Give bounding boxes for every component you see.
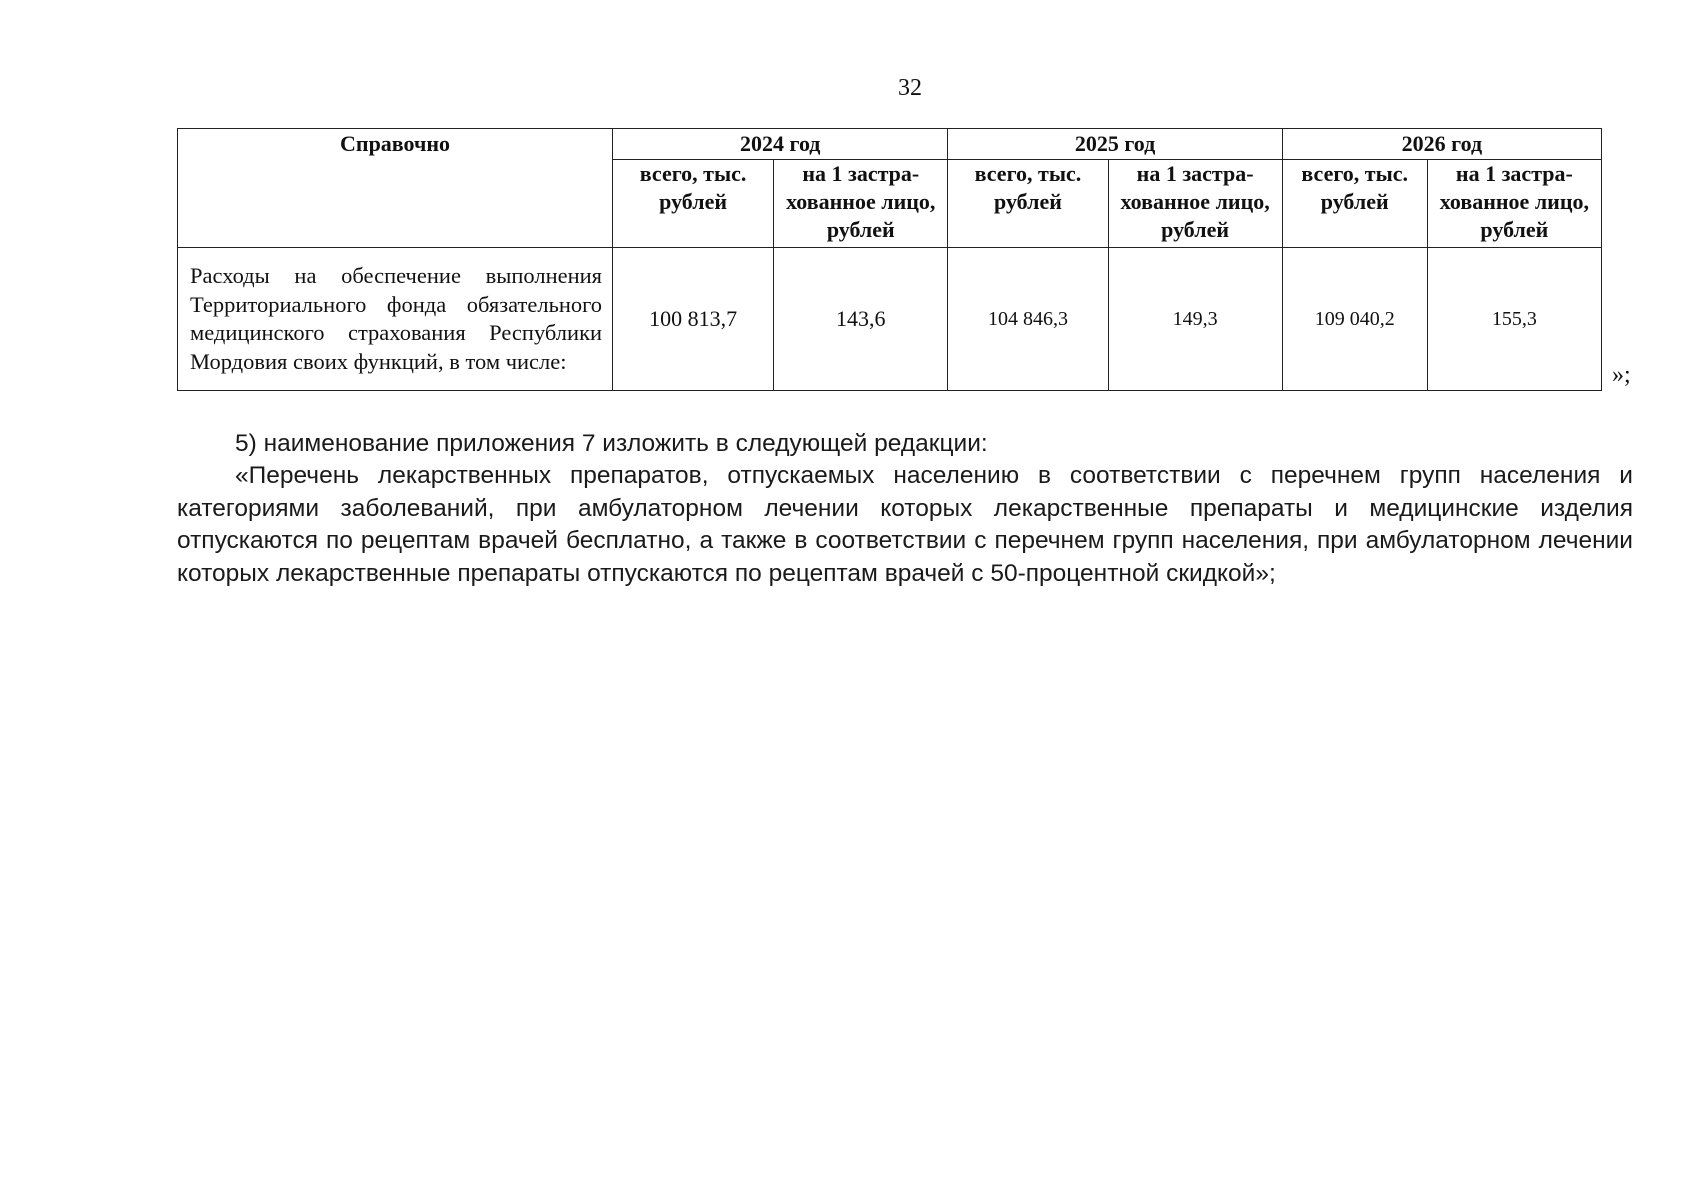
subheader-total-2025: всего, тыс. рублей xyxy=(948,160,1108,248)
column-header-year-2026: 2026 год xyxy=(1282,129,1601,160)
reference-table xyxy=(177,128,1602,391)
row-label: Расходы на обеспечение выполнения Территориального фонда обязательного медицинского страхования Республики Мордовия своих функций, в том числе: xyxy=(178,248,613,391)
value-total-2024: 100 813,7 xyxy=(613,248,774,391)
subheader-total-2026: всего, тыс. рублей xyxy=(1282,160,1427,248)
column-header-reference: Справочно xyxy=(178,129,613,248)
subheader-per-person-2024: на 1 застра-хованное лицо, рублей xyxy=(774,160,948,248)
value-per-person-2025: 149,3 xyxy=(1108,248,1282,391)
closing-quote: »; xyxy=(1612,362,1631,388)
subheader-total-2024: всего, тыс. рублей xyxy=(613,160,774,248)
subheader-per-person-2025: на 1 застра-хованное лицо, рублей xyxy=(1108,160,1282,248)
paragraph-item-5: 5) наименование приложения 7 изложить в следующей редакции: xyxy=(235,430,988,457)
table-header-row-years xyxy=(178,129,1602,160)
column-header-year-2024: 2024 год xyxy=(613,129,948,160)
column-header-year-2025: 2025 год xyxy=(948,129,1282,160)
value-per-person-2024: 143,6 xyxy=(774,248,948,391)
subheader-per-person-2026: на 1 застра-хованное лицо, рублей xyxy=(1427,160,1601,248)
page-number: 32 xyxy=(898,75,922,101)
value-total-2025: 104 846,3 xyxy=(948,248,1108,391)
value-total-2026: 109 040,2 xyxy=(1282,248,1427,391)
paragraph-appendix-title: «Перечень лекарственных препаратов, отпускаемых населению в соответствии с перечнем групп населения и категориями заболеваний, при амбулаторном лечении которых лекарственные препараты и медицинские изделия отпускаются по рецептам врачей бесплатно, а также в соответствии с перечнем групп населения, при амбулаторном лечении которых лекарственные препараты отпускаются по рецептам врачей с 50-процентной скидкой»; xyxy=(177,462,1633,587)
table-row xyxy=(178,248,1602,391)
value-per-person-2026: 155,3 xyxy=(1427,248,1601,391)
